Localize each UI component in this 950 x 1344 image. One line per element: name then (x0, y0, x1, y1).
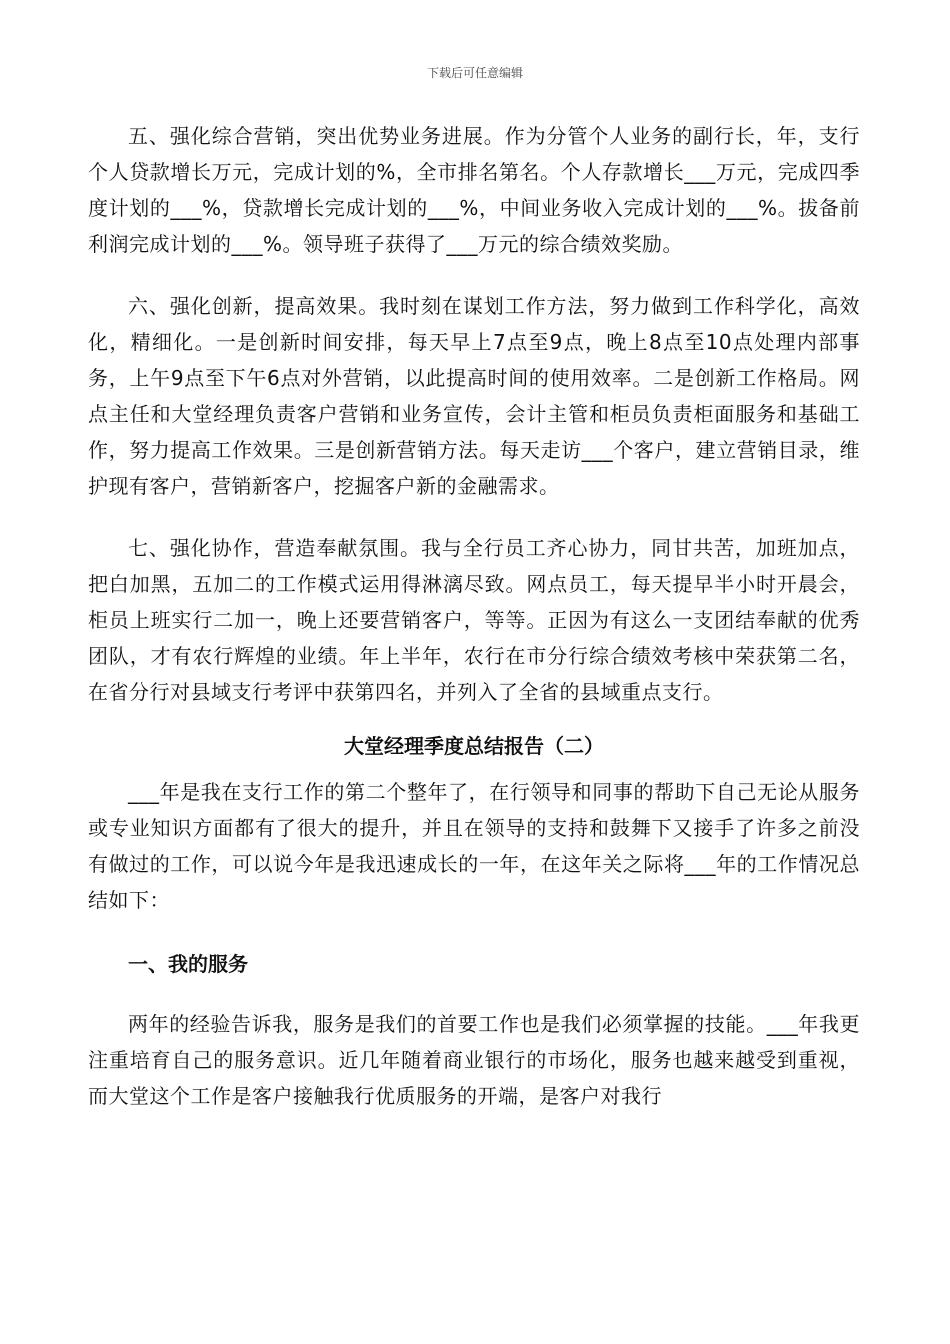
paragraph-service: 两年的经验告诉我，服务是我们的首要工作也是我们必须掌握的技能。___年我更注重培育自己的服务意识。近几年随着商业银行的市场化，服务也越来越受到重视，而大堂这个工作是客户接触我行优质服务的开端，是客户对我行 (88, 1012, 860, 1108)
paragraph-marketing: 五、强化综合营销，突出优势业务进展。作为分管个人业务的副行长，年，支行个人贷款增长万元，完成计划的%，全市排名第名。个人存款增长___万元，完成四季度计划的___%，贷款增长完成计划的___%，中间业务收入完成计划的___%。拔备前利润完成计划的___%。领导班子获得了___万元的综合绩效奖励。 (88, 124, 860, 256)
page-header: 下载后可任意编辑 (426, 66, 523, 80)
section-title: 大堂经理季度总结报告（二） (344, 734, 604, 758)
subheading-service: 一、我的服务 (128, 952, 248, 976)
paragraph-innovation: 六、强化创新，提高效果。我时刻在谋划工作方法，努力做到工作科学化，高效化，精细化。一是创新时间安排，每天早上7点至9点，晚上8点至10点处理内部事务，上午9点至下午6点对外营销，以此提高时间的使用效率。二是创新工作格局。网点主任和大堂经理负责客户营销和业务宣传，会计主管和柜员负责柜面服务和基础工作，努力提高工作效果。三是创新营销方法。每天走访___个客户，建立营销目录，维护现有客户，营销新客户，挖掘客户新的金融需求。 (88, 294, 860, 498)
document-body (88, 118, 860, 1140)
paragraph-cooperation: 七、强化协作，营造奉献氛围。我与全行员工齐心协力，同甘共苦，加班加点，把白加黑，五加二的工作模式运用得淋漓尽致。网点员工，每天提早半小时开晨会，柜员上班实行二加一，晚上还要营销客户，等等。正因为有这么一支团结奉献的优秀团队，才有农行辉煌的业绩。年上半年，农行在市分行综合绩效考核中荣获第二名，在省分行对县域支行考评中获第四名，并列入了全省的县域重点支行。 (88, 536, 860, 704)
paragraph-intro: ___年是我在支行工作的第二个整年了，在行领导和同事的帮助下自己无论从服务或专业知识方面都有了很大的提升，并且在领导的支持和鼓舞下又接手了许多之前没有做过的工作，可以说今年是我迅速成长的一年，在这年关之际将___年的工作情况总结如下： (88, 780, 860, 912)
